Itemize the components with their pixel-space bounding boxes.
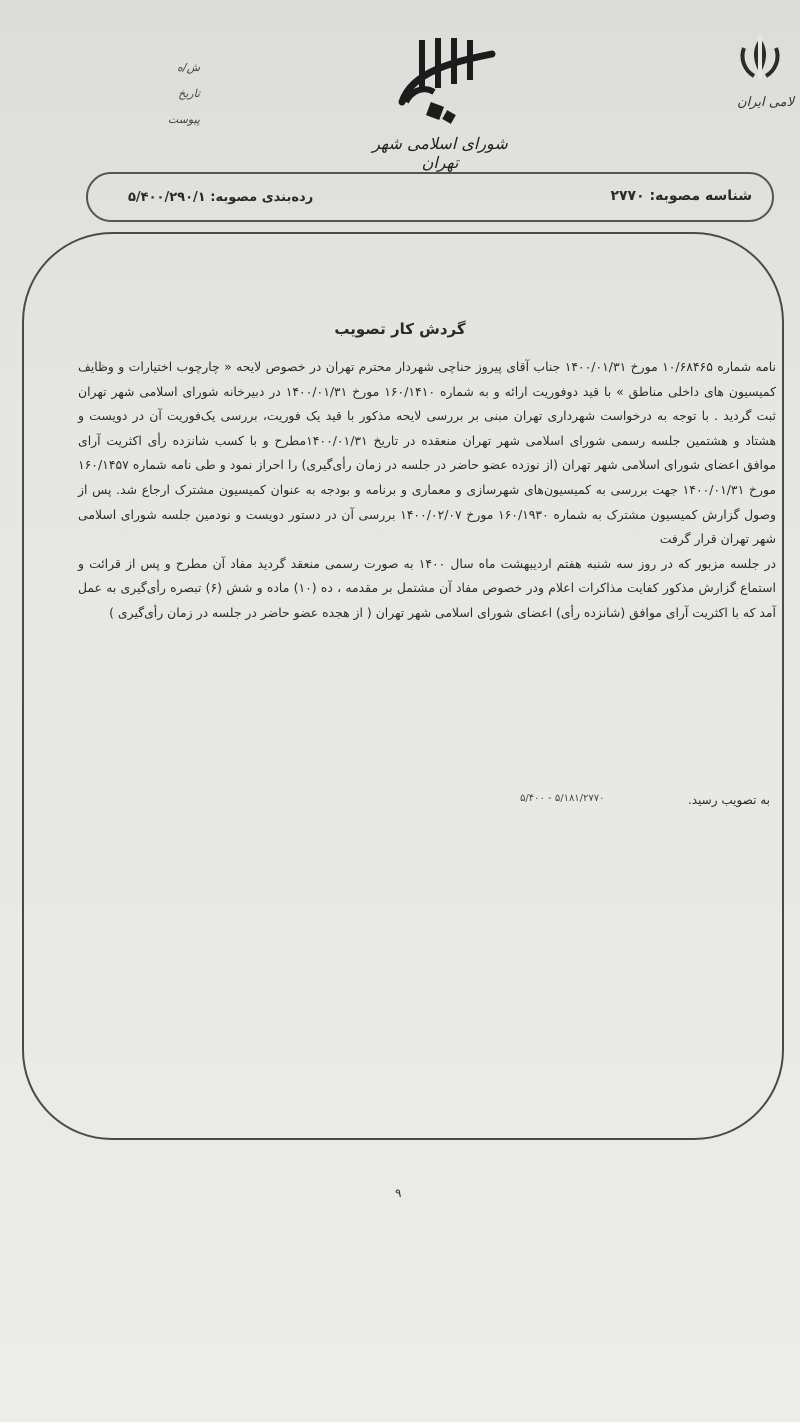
meta-label-attachment: پیوست (167, 113, 200, 126)
meta-label-number: ش/ه (177, 61, 200, 74)
body-paragraph: در جلسه مزبور که در روز سه شنبه هفتم اردیبهشت ماه سال ۱۴۰۰ به صورت رسمی منعقد گردید مفاد آن مطرح و پس از قرائت و استماع گزارش مذکور کفایت مذاکرات اعلام ودر خصوص مفاد آن مشتمل بر مقدمه ، ده (۱۰) ماده و شش (۶) تبصره رأی‌گیری به عمل آمد که با اکثریت آرای موافق (شانزده رأی) اعضای شورای اسلامی شهر تهران ( از هجده عضو حاضر در جلسه در زمان رأی‌گیری ) (78, 555, 776, 620)
iran-emblem-icon (730, 30, 790, 90)
meta-label-date: تاریخ (178, 87, 200, 100)
page-number: ۹ (395, 1186, 402, 1200)
meta-labels (160, 55, 200, 133)
closing-text: به تصویب رسید. (687, 793, 770, 807)
approval-number: شناسه مصوبه: ۲۷۷۰ (610, 188, 752, 204)
document-title: گردش کار تصویب (334, 320, 466, 338)
body-paragraph: نامه شماره ۱۰/۶۸۴۶۵ مورخ ۱۴۰۰/۰۱/۳۱ جناب آقای پیروز حناچی شهردار محترم تهران در خصوص لایحه « چارچوب اختیارات و وظایف کمیسیون های داخلی مناطق » با قید دوفوریت ارائه و به شماره ۱۶۰/۱۴۱۰ مورخ ۱۴۰۰/۰۱/۳۱ در دبیرخانه شورای اسلامی شهر تهران ثبت گردید . با توجه به درخواست شهرداری تهران مبنی بر بررسی لایحه مذکور با قید یک فوریت، بررسی یک‌فوریت آن در دویست و هشتاد و هشتمین جلسه رسمی شورای اسلامی شهر تهران منعقده در تاریخ ۱۴۰۰/۰۱/۳۱مطرح و با کسب شانزده رأی اکثریت آرای موافق اعضای شورای اسلامی شهر تهران (از نوزده عضو حاضر در جلسه در زمان رأی‌گیری) را احراز نمود و طی نامه شماره ۱۶۰/۱۴۵۷ مورخ ۱۴۰۰/۰۱/۳۱ جهت بررسی به کمیسیون‌های شهرسازی و معماری و برنامه و بودجه به عنوان کمیسیون مشترک ارجاع شد. پس از وصول گزارش کمیسیون مشترک به شماره ۱۶۰/۱۹۳۰ مورخ ۱۴۰۰/۰۲/۰۷ بررسی آن در دستور دویست و نودمین جلسه شورای اسلامی شهر تهران قرار گرفت (78, 359, 776, 547)
emblem-caption: لامی ایران (737, 95, 794, 110)
approval-info-bar (86, 172, 774, 222)
reference-code: ۵/۱۸۱/۲۷۷۰ - ۵/۴۰۰ (520, 793, 605, 804)
approval-classification: رده‌بندی مصوبه: ۵/۴۰۰/۲۹۰/۱ (128, 190, 314, 205)
council-logo-icon (392, 32, 502, 132)
council-name: شورای اسلامی شهر تهران (372, 134, 508, 172)
document-body (78, 355, 776, 626)
